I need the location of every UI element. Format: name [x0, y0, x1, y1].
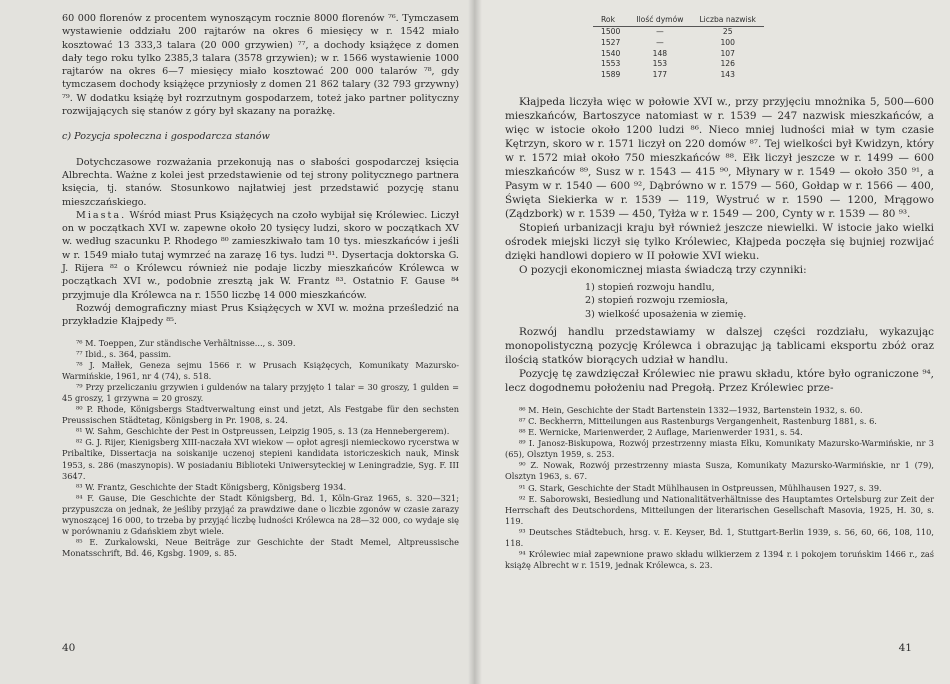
table-cell: 107	[720, 48, 735, 58]
footnote-82: ⁸² G. J. Rijer, Kienigsberg XIII-naczała XVI wiekow — opłot agresji niemieckowo rycerstwa w Pribaltike, Dissertacja na soiskanije uczenoj stepieni kandidata istoriczeskich nauk, Minsk 1953, s. 286 (maszynopis). W posiadaniu Biblioteki Uniwersyteckiej w Leningradzie, Syg. F. III 3647.	[62, 437, 459, 481]
footnote-93: ⁹³ Deutsches Städtebuch, hrsg. v. E. Keyser, Bd. 1, Stuttgart-Berlin 1939, s. 56, 60, 66, 108, 110, 118.	[505, 526, 934, 548]
footnote-91: ⁹¹ G. Stark, Geschichte der Stadt Mühlhausen in Ostpreussen, Mühlhausen 1927, s. 39.	[519, 482, 882, 493]
population-table	[593, 14, 764, 81]
footnote-84: ⁸⁴ F. Gause, Die Geschichte der Stadt Königsberg, Bd. 1, Köln-Graz 1965, s. 320—321; przypuszcza on jednak, że jeśliby przyjąć za prawdziwe dane o liczbie zgonów w czasie zarazy wynoszącej 16 000, to trzeba by przyjąć liczbę ludności Królewca na 28—32 000, co wydaje się w porównaniu z Gdańskiem zbyt wiele.	[62, 492, 459, 537]
footnote-83: ⁸³ W. Frantz, Geschichte der Stadt Königsberg, Königsberg 1934.	[76, 481, 347, 492]
right-page	[475, 0, 950, 684]
paragraph-2: Dotychczasowe rozważania przekonują nas o słabości gospodarczej księcia Albrechta. Ważne z kolei jest przedstawienie od tej strony politycznego partnera księcia, tj. stanów. Stosunkowo najłatwiej jest przedstawić pozycję stanu mieszczańskiego.	[62, 156, 459, 208]
table-header-row	[593, 14, 764, 27]
table-row	[593, 38, 764, 49]
footnote-90: ⁹⁰ Z. Nowak, Rozwój przestrzenny miasta Susza, Komunikaty Mazursko-Warmińskie, nr 1 (79), Olsztyn 1963, s. 67.	[505, 460, 934, 482]
table-cell: 153	[652, 59, 668, 69]
footnote-87: ⁸⁷ C. Beckherrn, Mitteilungen aus Rastenburgs Vergangenheit, Rastenburg 1881, s. 6.	[519, 415, 877, 426]
left-footnotes	[62, 338, 459, 560]
table-cell: 148	[652, 48, 668, 58]
footnote-81: ⁸¹ W. Sahm, Geschichte der Pest in Ostpreussen, Leipzig 1905, s. 13 (za Hennebergerem).	[76, 426, 450, 437]
footnote-76: ⁷⁶ M. Toeppen, Zur ständische Verhältnisse..., s. 309.	[76, 337, 296, 348]
list-item: 1) stopień rozwoju handlu,	[585, 281, 715, 293]
footnote-77: ⁷⁷ Ibid., s. 364, passim.	[76, 348, 172, 359]
table-row	[593, 59, 764, 70]
table-cell: 1553	[601, 59, 621, 69]
page-number-left: 40	[62, 642, 76, 654]
footnote-78: ⁷⁸ J. Małłek, Geneza sejmu 1566 r. w Prusach Książęcych, Komunikaty Mazursko-Warmińskie, 1961, nr 4 (74), s. 518.	[62, 359, 459, 381]
footnote-86: ⁸⁶ M. Hein, Geschichte der Stadt Bartenstein 1332—1932, Bartenstein 1932, s. 60.	[519, 404, 863, 415]
table-cell: 143	[720, 70, 735, 80]
table-cell: —	[656, 37, 664, 47]
footnote-79: ⁷⁹ Przy przeliczaniu grzywien i guldenów na talary przyjęto 1 talar = 30 groszy, 1 gulden = 45 groszy, 1 grzywna = 20 groszy.	[62, 381, 459, 403]
paragraph-4: Rozwój handlu przedstawiamy w dalszej części rozdziału, wykazując monopolistyczną pozycję Królewca i obrazując ją tablicami eksportu zbóż oraz ilością statków biorących udział w handlu.	[505, 325, 934, 366]
footnote-92: ⁹² E. Saborowski, Besiedlung und Nationalitätverhältnisse des Hauptamtes Ortelsburg zur Zeit der Herrschaft des Deutschordens, Mitteilungen der literarischen Gesellschaft Masovia, 1925, H. 30, s. 119.	[505, 493, 934, 526]
table-row	[593, 27, 764, 38]
list-item: 2) stopień rozwoju rzemiosła,	[585, 295, 729, 307]
table-header-surnames: Liczba nazwisk	[691, 14, 764, 27]
paragraph-5: Pozycję tę zawdzięczał Królewiec nie prawu składu, które było ograniczone ⁹⁴, lecz dogodnemu położeniu nad Pregołą. Przez Królewiec prze-	[505, 367, 934, 394]
miasta-text: Wśród miast Prus Książęcych na czoło wybijał się Królewiec. Liczył on w początkach XVI w. zapewne około 20 tysięcy ludzi, skoro w początkach XV w. według szacunku P. Rhodego ⁸⁰ zamieszkiwało tam 10 tys. mieszkańców i jeśli w r. 1549 miało tutaj wymrzeć na zarazę 16 tys. ludzi ⁸¹. Dysertacja doktorska G. J. Rijera ⁸² o Królewcu również nie podaje liczby mieszkańców Królewca w początkach XVI w., podobnie zresztą jak W. Frantz ⁸³. Ostatnio F. Gause ⁸⁴ przyjmuje dla Królewca na r. 1550 liczbę 14 000 mieszkańców.	[62, 209, 459, 301]
footnote-94: ⁹⁴ Królewiec miał zapewnione prawo składu wilkierzem z 1394 r. i pokojem toruńskim 1466 r., zaś książę Albrecht w r. 1519, jednak Królewca, s. 23.	[505, 549, 934, 571]
footnote-80: ⁸⁰ P. Rhode, Königsbergs Stadtverwaltung einst und jetzt, Als Festgabe für den sechsten Preussischen Städtetag, Königsberg in Pr. 1908, s. 24.	[62, 404, 459, 426]
table-row	[593, 49, 764, 60]
miasta-word: Miasta.	[76, 209, 127, 221]
table-header-chimneys: Ilość dymów	[628, 14, 691, 27]
table-cell: 1589	[601, 70, 621, 80]
paragraph-1: Kłajpeda liczyła więc w połowie XVI w., przy przyjęciu mnożnika 5, 500—600 mieszkańców, Bartoszyce natomiast w r. 1539 — 247 nazwisk mieszkańców, a więc w istocie około 1200 ludzi ⁸⁶. Nieco mniej ludności miał w tym czasie Kętrzyn, skoro w r. 1571 liczył on 220 domów ⁸⁷. Tej wielkości był Kwidzyn, który w r. 1572 miał około 750 mieszkańców ⁸⁸. Ełk liczył jeszcze w r. 1499 — 600 mieszkańców ⁸⁹, Susz w r. 1543 — 415 ⁹⁰, Młynary w r. 1549 — około 350 ⁹¹, a Pasym w r. 1540 — 600 ⁹², Dąbrówno w r. 1579 — 560, Gołdap w r. 1566 — 400, Święta Siekierka w r. 1539 — 119, Wystruć w r. 1590 — 1200, Mrągowo (Ządzbork) w r. 1539 — 450, Tyłża w r. 1549 — 200, Cynty w r. 1539 — 80 ⁹³.	[505, 95, 934, 220]
section-heading: c) Pozycja społeczna i gospodarcza stanów	[62, 131, 270, 143]
paragraph-2: Stopień urbanizacji kraju był również jeszcze niewielki. W istocie jako wielki ośrodek miejski liczył się tylko Królewiec, Kłajpeda poczęła się bujniej rozwijać dzięki handlowi dopiero w II połowie XVI wieku.	[505, 221, 934, 262]
footnote-88: ⁸⁸ E. Wernicke, Marienwerder, 2 Auflage, Marienwerder 1931, s. 54.	[519, 427, 803, 438]
factors-list	[585, 281, 934, 321]
page-number-right: 41	[898, 642, 912, 654]
table-cell: 177	[652, 70, 668, 80]
right-footnotes	[505, 405, 934, 571]
table-cell: 25	[722, 27, 733, 36]
footnote-89: ⁸⁹ I. Janosz-Biskupowa, Rozwój przestrzenny miasta Ełku, Komunikaty Mazursko-Warmińskie, nr 3 (65), Olsztyn 1959, s. 253.	[505, 438, 934, 460]
paragraph-3: O pozycji ekonomicznej miasta świadczą trzy czynniki:	[519, 263, 807, 276]
table-cell: —	[656, 27, 664, 36]
paragraph-1: 60 000 florenów z procentem wynoszącym rocznie 8000 florenów ⁷⁶. Tymczasem wystawienie oddziału 200 rajtarów na okres 6 miesięcy w r. 1542 miało kosztować 13 333,3 talara (20 000 grzywien) ⁷⁷, a dochody książęce z domen dały tego roku tylko 2385,3 talara (3578 grzywien); w r. 1566 wystawienie 1000 rajtarów na okres 6—7 miesięcy miało kosztować 200 000 talarów ⁷⁸, gdy tymczasem dochody książęce przyniosły z domen 21 862 talary (32 793 grzywny) ⁷⁹. W dodatku książę był rozrzutnym gospodarzem, toteż jako partner polityczny rozwijających się stanów z góry był skazany na porażkę.	[62, 13, 459, 118]
table-cell: 1500	[601, 27, 621, 36]
table-cell: 126	[720, 59, 735, 69]
list-item: 3) wielkość uposażenia w ziemię.	[585, 308, 747, 320]
footnote-85: ⁸⁵ E. Zurkalowski, Neue Beiträge zur Geschichte der Stadt Memel, Altpreussische Monatsschrift, Bd. 46, Kgsbg. 1909, s. 85.	[62, 537, 459, 559]
table-cell: 1527	[601, 37, 621, 47]
table-row	[593, 70, 764, 81]
table-header-year: Rok	[593, 14, 628, 27]
table-cell: 100	[720, 37, 735, 47]
paragraph-3: Rozwój demograficzny miast Prus Książęcych w XVI w. można prześledzić na przykładzie Kłajpedy ⁸⁵.	[62, 302, 459, 328]
paragraph-miasta	[62, 209, 459, 302]
table-cell: 1540	[601, 48, 621, 58]
